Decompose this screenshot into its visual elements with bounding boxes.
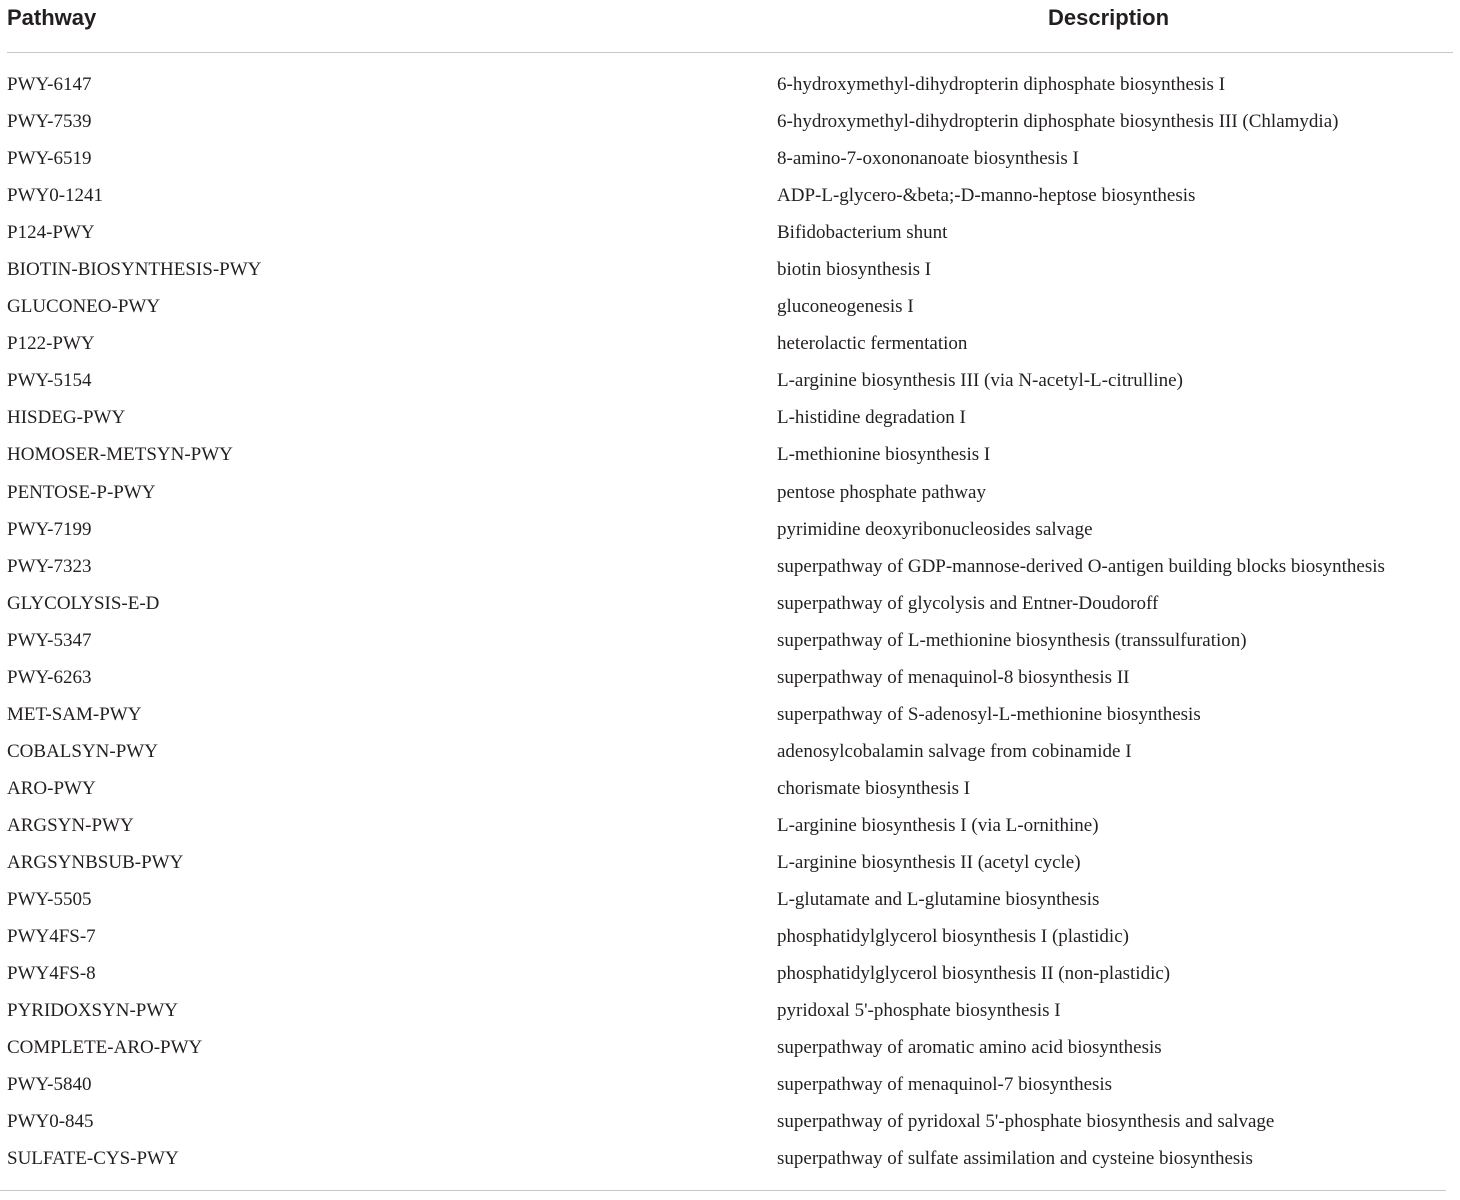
table-bottom-rule: [0, 1190, 1446, 1191]
cell-pathway: GLYCOLYSIS-E-D: [7, 592, 160, 614]
cell-description: L-arginine biosynthesis II (acetyl cycle): [777, 851, 1081, 873]
cell-pathway: PWY-7199: [7, 518, 92, 540]
table-row: [7, 403, 1453, 440]
table-row: [7, 589, 1453, 626]
table-row: [7, 848, 1453, 885]
cell-description: pyrimidine deoxyribonucleosides salvage: [777, 518, 1093, 540]
cell-description: adenosylcobalamin salvage from cobinamide I: [777, 740, 1132, 762]
cell-description: superpathway of menaquinol-7 biosynthesis: [777, 1074, 1113, 1096]
cell-pathway: PENTOSE-P-PWY: [7, 481, 156, 503]
header-description: Description: [1048, 5, 1170, 30]
cell-description: superpathway of GDP-mannose-derived O-antigen building blocks biosynthesis: [777, 555, 1385, 577]
cell-description: superpathway of L-methionine biosynthesis (transsulfuration): [777, 629, 1247, 651]
cell-pathway: PWY-5154: [7, 370, 92, 392]
cell-pathway: ARO-PWY: [7, 777, 96, 799]
table-row: [7, 218, 1453, 255]
table-row: [7, 107, 1453, 144]
cell-pathway: PWY0-845: [7, 1111, 94, 1133]
table-row: [7, 774, 1453, 811]
cell-pathway: PWY-6519: [7, 148, 92, 170]
table-row: [7, 440, 1453, 477]
table-body: [7, 53, 1453, 1181]
cell-description: 8-amino-7-oxononanoate biosynthesis I: [777, 148, 1079, 170]
cell-pathway: PWY-6147: [7, 74, 92, 95]
cell-description: Bifidobacterium shunt: [777, 222, 948, 244]
table-row: [7, 552, 1453, 589]
table-row: [7, 1107, 1453, 1144]
cell-pathway: PWY0-1241: [7, 185, 104, 207]
cell-description: heterolactic fermentation: [777, 333, 968, 355]
cell-pathway: COMPLETE-ARO-PWY: [7, 1037, 203, 1059]
table-row: [7, 70, 1453, 107]
cell-pathway: PWY-5840: [7, 1074, 92, 1096]
table-row: [7, 996, 1453, 1033]
table-header: [7, 0, 1453, 53]
table-row: [7, 1033, 1453, 1070]
cell-pathway: ARGSYN-PWY: [7, 814, 134, 836]
cell-pathway: PWY4FS-8: [7, 963, 96, 985]
cell-description: ADP-L-glycero-&beta;-D-manno-heptose biosynthesis: [777, 185, 1196, 207]
cell-pathway: HISDEG-PWY: [7, 407, 126, 429]
cell-pathway: ARGSYNBSUB-PWY: [7, 851, 184, 873]
cell-pathway: HOMOSER-METSYN-PWY: [7, 444, 233, 466]
table-row: [7, 700, 1453, 737]
table-row: [7, 515, 1453, 552]
cell-description: phosphatidylglycerol biosynthesis II (non-plastidic): [777, 963, 1171, 985]
header-pathway: Pathway: [7, 5, 97, 30]
cell-description: superpathway of sulfate assimilation and cysteine biosynthesis: [777, 1148, 1253, 1170]
table-row: [7, 255, 1453, 292]
cell-description: biotin biosynthesis I: [777, 259, 932, 281]
table-row: [7, 959, 1453, 996]
cell-pathway: PWY-7323: [7, 555, 92, 577]
cell-pathway: PWY-5347: [7, 629, 92, 651]
pathway-table: [7, 0, 1453, 1181]
cell-description: superpathway of menaquinol-8 biosynthesis II: [777, 666, 1130, 688]
cell-description: L-glutamate and L-glutamine biosynthesis: [777, 889, 1100, 911]
cell-description: 6-hydroxymethyl-dihydropterin diphosphate biosynthesis I: [777, 74, 1226, 95]
cell-pathway: PWY-5505: [7, 889, 92, 911]
cell-description: pentose phosphate pathway: [777, 481, 986, 503]
cell-pathway: PWY4FS-7: [7, 926, 96, 948]
cell-pathway: PWY-6263: [7, 666, 92, 688]
cell-description: L-arginine biosynthesis III (via N-acetyl-L-citrulline): [777, 370, 1183, 392]
cell-description: superpathway of S-adenosyl-L-methionine biosynthesis: [777, 703, 1201, 725]
table-row: [7, 329, 1453, 366]
cell-description: L-methionine biosynthesis I: [777, 444, 991, 466]
cell-description: phosphatidylglycerol biosynthesis I (plastidic): [777, 926, 1129, 948]
cell-description: L-arginine biosynthesis I (via L-ornithine): [777, 814, 1099, 836]
cell-description: L-histidine degradation I: [777, 407, 966, 429]
cell-description: superpathway of aromatic amino acid biosynthesis: [777, 1037, 1162, 1059]
cell-pathway: MET-SAM-PWY: [7, 703, 142, 725]
cell-pathway: P124-PWY: [7, 222, 95, 244]
table-row: [7, 1144, 1453, 1181]
table-row: [7, 292, 1453, 329]
cell-description: superpathway of pyridoxal 5'-phosphate biosynthesis and salvage: [777, 1111, 1275, 1133]
cell-pathway: GLUCONEO-PWY: [7, 296, 161, 318]
table-row: [7, 144, 1453, 181]
cell-pathway: SULFATE-CYS-PWY: [7, 1148, 179, 1170]
cell-description: gluconeogenesis I: [777, 296, 914, 318]
cell-pathway: PYRIDOXSYN-PWY: [7, 1000, 179, 1022]
cell-description: pyridoxal 5'-phosphate biosynthesis I: [777, 1000, 1061, 1022]
table-row: [7, 478, 1453, 515]
table-row: [7, 366, 1453, 403]
cell-pathway: P122-PWY: [7, 333, 95, 355]
table-row: [7, 181, 1453, 218]
table-row: [7, 922, 1453, 959]
table-row: [7, 737, 1453, 774]
table-row: [7, 663, 1453, 700]
table-row: [7, 811, 1453, 848]
cell-pathway: PWY-7539: [7, 111, 92, 133]
cell-description: chorismate biosynthesis I: [777, 777, 971, 799]
cell-pathway: BIOTIN-BIOSYNTHESIS-PWY: [7, 259, 262, 281]
cell-description: 6-hydroxymethyl-dihydropterin diphosphate biosynthesis III (Chlamydia): [777, 111, 1339, 133]
cell-pathway: COBALSYN-PWY: [7, 740, 158, 762]
cell-description: superpathway of glycolysis and Entner-Doudoroff: [777, 592, 1159, 614]
table-row: [7, 626, 1453, 663]
table-row: [7, 1070, 1453, 1107]
table-row: [7, 885, 1453, 922]
